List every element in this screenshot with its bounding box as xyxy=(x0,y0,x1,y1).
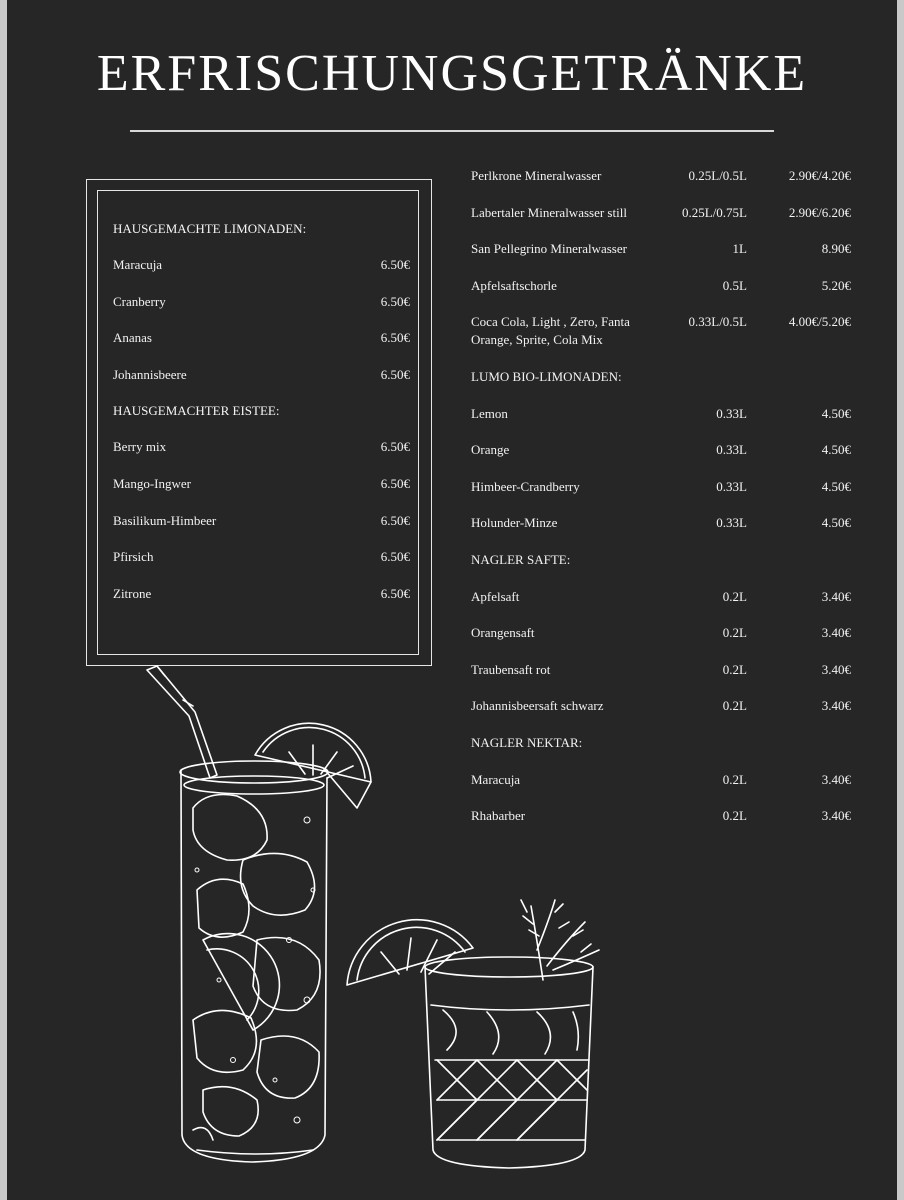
section-heading: HAUSGEMACHTE LIMONADEN: xyxy=(113,221,307,236)
item-price: 6.50€ xyxy=(380,439,410,455)
item-size: 0.33L/0.5L xyxy=(688,314,747,330)
item-price: 4.50€ xyxy=(821,478,851,494)
item-name: Apfelsaftschorle xyxy=(471,277,557,293)
item-name: Himbeer-Crandberry xyxy=(471,478,580,494)
item-price: 6.50€ xyxy=(380,585,410,601)
item-name: Berry mix xyxy=(113,439,167,455)
item-name: Perlkrone Mineralwasser xyxy=(471,168,602,183)
item-name: Pfirsich xyxy=(113,549,154,565)
item-size: 0.2L xyxy=(722,771,747,787)
item-name: Lemon xyxy=(471,405,508,421)
tall-glass-drink-illustration xyxy=(147,666,371,1162)
item-size: 0.2L xyxy=(722,661,747,677)
section-heading: LUMO BIO-LIMONADEN: xyxy=(471,368,622,384)
item-price: 6.50€ xyxy=(380,293,410,309)
item-price: 6.50€ xyxy=(380,475,410,491)
item-price: 3.40€ xyxy=(821,588,851,604)
item-size: 1L xyxy=(732,241,747,257)
item-name: Johannisbeersaft schwarz xyxy=(471,698,604,714)
item-price: 3.40€ xyxy=(821,808,851,824)
item-name: Orange xyxy=(471,442,510,458)
item-price: 6.50€ xyxy=(380,330,410,346)
item-size: 0.33L xyxy=(716,405,747,421)
item-name: Basilikum-Himbeer xyxy=(113,512,217,528)
page-title: ERFRISCHUNGSGETRÄNKE xyxy=(96,45,808,102)
item-price: 3.40€ xyxy=(821,698,851,714)
section-heading: NAGLER SAFTE: xyxy=(471,551,571,567)
item-name: Cranberry xyxy=(113,293,166,309)
item-name: San Pellegrino Mineralwasser xyxy=(471,241,627,257)
item-name: Holunder-Minze xyxy=(471,515,558,531)
item-name-line: Coca Cola, Light , Zero, Fanta xyxy=(471,314,630,330)
item-price: 6.50€ xyxy=(380,512,410,528)
item-size: 0.25L/0.75L xyxy=(682,204,747,220)
tumbler-drink-illustration xyxy=(347,900,599,1168)
item-price: 4.50€ xyxy=(821,442,851,458)
item-price: 2.90€/6.20€ xyxy=(788,204,851,220)
item-price: 8.90€ xyxy=(821,241,851,257)
item-name: Ananas xyxy=(113,330,152,346)
item-price: 4.50€ xyxy=(821,515,851,531)
item-name-line: Orange, Sprite, Cola Mix xyxy=(471,332,603,348)
item-size: 0.33L xyxy=(716,515,747,531)
item-price: 3.40€ xyxy=(821,661,851,677)
item-size: 0.2L xyxy=(722,808,747,824)
item-size: 0.5L xyxy=(722,277,747,293)
item-price: 3.40€ xyxy=(821,625,851,641)
item-size: 0.33L xyxy=(716,478,747,494)
item-name: Orangensaft xyxy=(471,625,535,641)
item-price: 6.50€ xyxy=(380,257,410,272)
item-price: 4.50€ xyxy=(821,405,851,421)
item-name: Apfelsaft xyxy=(471,588,520,604)
item-name: Zitrone xyxy=(113,585,152,601)
item-name: Mango-Ingwer xyxy=(113,475,191,491)
item-price: 4.00€/5.20€ xyxy=(788,314,851,330)
item-size: 0.2L xyxy=(722,698,747,714)
item-name: Johannisbeere xyxy=(113,366,187,382)
item-price: 5.20€ xyxy=(821,277,851,293)
item-size: 0.2L xyxy=(722,625,747,641)
item-size: 0.2L xyxy=(722,588,747,604)
section-heading: HAUSGEMACHTER EISTEE: xyxy=(113,403,280,419)
item-price: 3.40€ xyxy=(821,771,851,787)
item-name: Rhabarber xyxy=(471,808,526,824)
item-price: 6.50€ xyxy=(380,366,410,382)
item-size: 0.25L/0.5L xyxy=(688,168,747,183)
item-name: Maracuja xyxy=(113,257,163,272)
item-name: Labertaler Mineralwasser still xyxy=(471,204,627,220)
item-name: Traubensaft rot xyxy=(471,661,551,677)
item-price: 2.90€/4.20€ xyxy=(788,168,851,183)
item-price: 6.50€ xyxy=(380,549,410,565)
item-name: Maracuja xyxy=(471,771,521,787)
section-heading: NAGLER NEKTAR: xyxy=(471,734,583,750)
item-size: 0.33L xyxy=(716,442,747,458)
drinks-illustration xyxy=(7,0,897,1200)
menu-page xyxy=(7,0,897,1200)
